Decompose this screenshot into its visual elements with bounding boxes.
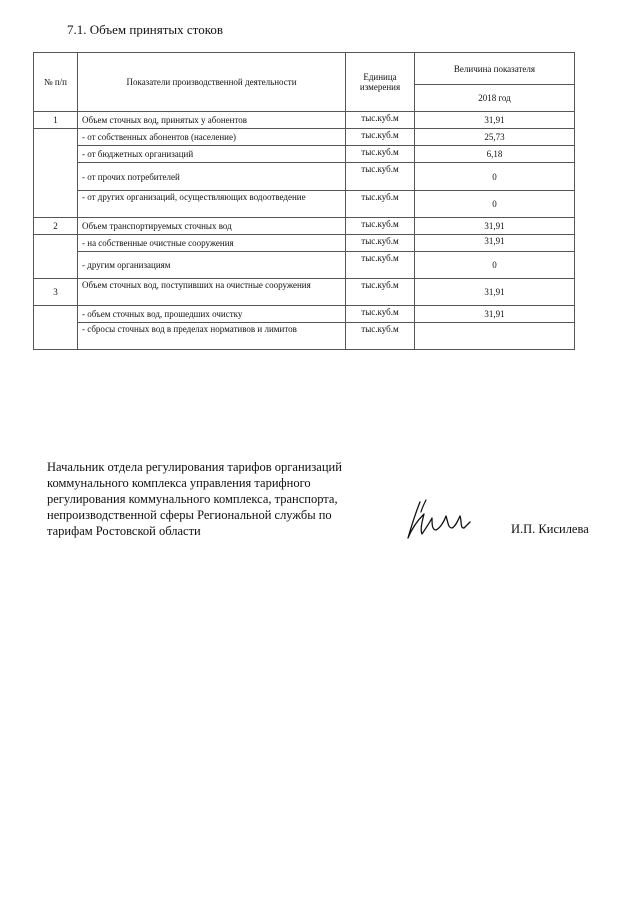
table-row bbox=[34, 163, 575, 191]
row-unit: тыс.куб.м bbox=[346, 323, 415, 350]
header-year: 2018 год bbox=[415, 85, 575, 112]
row-unit: тыс.куб.м bbox=[346, 306, 415, 323]
row-name: - объем сточных вод, прошедших очистку bbox=[78, 306, 346, 323]
table-row bbox=[34, 306, 575, 323]
signer-name: И.П. Кисилева bbox=[511, 522, 589, 536]
row-unit: тыс.куб.м bbox=[346, 146, 415, 163]
row-unit: тыс.куб.м bbox=[346, 112, 415, 129]
table-row bbox=[34, 323, 575, 350]
table-row bbox=[34, 146, 575, 163]
handwritten-signature bbox=[402, 494, 474, 546]
row-num: 2 bbox=[34, 218, 78, 235]
signer-position-line: тарифам Ростовской области bbox=[47, 524, 201, 538]
row-num: 1 bbox=[34, 112, 78, 129]
row-value: 25,73 bbox=[415, 129, 575, 146]
row-num-group bbox=[34, 306, 78, 350]
row-value: 31,91 bbox=[415, 279, 575, 306]
row-num-group bbox=[34, 235, 78, 279]
row-value: 31,91 bbox=[415, 112, 575, 129]
header-value-group: Величина показателя bbox=[415, 53, 575, 85]
row-unit: тыс.куб.м bbox=[346, 129, 415, 146]
row-value: 0 bbox=[415, 191, 575, 218]
row-name: - от бюджетных организаций bbox=[78, 146, 346, 163]
row-name: - от собственных абонентов (население) bbox=[78, 129, 346, 146]
row-name: - от прочих потребителей bbox=[78, 163, 346, 191]
row-name: Объем сточных вод, принятых у абонентов bbox=[78, 112, 346, 129]
section-title: 7.1. Объем принятых стоков bbox=[67, 22, 223, 37]
signer-position bbox=[47, 459, 377, 539]
signer-position-line: регулирования коммунального комплекса, транспорта, bbox=[47, 492, 338, 506]
row-value: 0 bbox=[415, 252, 575, 279]
row-value: 31,91 bbox=[415, 218, 575, 235]
signer-position-line: Начальник отдела регулирования тарифов организаций bbox=[47, 460, 342, 474]
row-name: Объем транспортируемых сточных вод bbox=[78, 218, 346, 235]
row-unit: тыс.куб.м bbox=[346, 279, 415, 306]
row-value: 6,18 bbox=[415, 146, 575, 163]
header-unit: Единица измерения bbox=[346, 53, 415, 112]
signer-position-line: непроизводственной сферы Региональной службы по bbox=[47, 508, 332, 522]
row-name: - другим организациям bbox=[78, 252, 346, 279]
table-row bbox=[34, 112, 575, 129]
row-unit: тыс.куб.м bbox=[346, 191, 415, 218]
row-value bbox=[415, 323, 575, 350]
row-name: - сбросы сточных вод в пределах нормативов и лимитов bbox=[78, 323, 346, 350]
header-num: № п/п bbox=[34, 53, 78, 112]
row-value: 0 bbox=[415, 163, 575, 191]
row-value: 31,91 bbox=[415, 235, 575, 252]
row-num: 3 bbox=[34, 279, 78, 306]
table-row bbox=[34, 129, 575, 146]
row-unit: тыс.куб.м bbox=[346, 235, 415, 252]
table-row bbox=[34, 252, 575, 279]
row-unit: тыс.куб.м bbox=[346, 163, 415, 191]
row-name: - на собственные очистные сооружения bbox=[78, 235, 346, 252]
wastewater-table bbox=[33, 52, 575, 350]
row-unit: тыс.куб.м bbox=[346, 218, 415, 235]
signer-position-line: коммунального комплекса управления тарифного bbox=[47, 476, 311, 490]
row-name: - от других организаций, осуществляющих водоотведение bbox=[78, 191, 346, 218]
table-row bbox=[34, 279, 575, 306]
row-name: Объем сточных вод, поступивших на очистные сооружения bbox=[78, 279, 346, 306]
table-row bbox=[34, 218, 575, 235]
row-value: 31,91 bbox=[415, 306, 575, 323]
header-indicator: Показатели производственной деятельности bbox=[78, 53, 346, 112]
row-unit: тыс.куб.м bbox=[346, 252, 415, 279]
row-num-group bbox=[34, 129, 78, 218]
table-row bbox=[34, 235, 575, 252]
table-row bbox=[34, 191, 575, 218]
